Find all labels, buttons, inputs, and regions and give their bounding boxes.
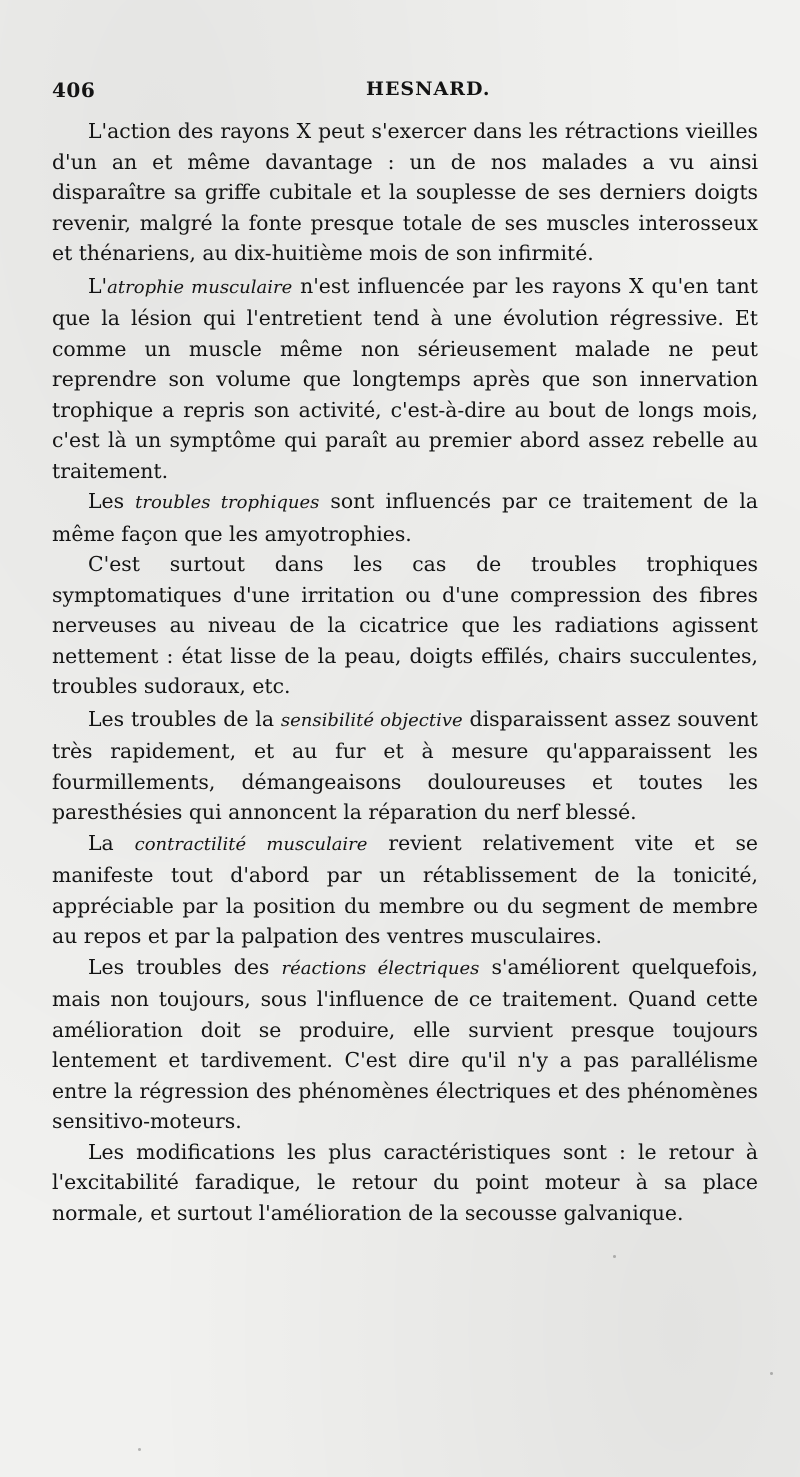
paragraph-sensibilite-objective: Les troubles de la sensibilité objective disparaissent assez souvent très rapidement, et au fur et à mesure qu'apparaissent les fourmillements, démangeaisons douloureuses et toutes les paresthésies qui annoncent la réparation du nerf blessé.	[52, 706, 758, 824]
page-number: 406	[52, 78, 96, 102]
paper-speck	[770, 1372, 773, 1375]
paper-speck	[613, 1255, 616, 1258]
paragraph-retractions: L'action des rayons X peut s'exercer dans les rétractions vieilles d'un an et même davantage : un de nos malades a vu ainsi disparaître sa griffe cubitale et la souplesse de ses derniers doigts revenir, malgré la fonte presque totale de ses muscles interosseux et thénariens, au dix-huitième mois de son infirmité.	[52, 119, 758, 265]
paragraph-atrophie-musculaire: L'atrophie musculaire n'est influencée par les rayons X qu'en tant que la lésion qui l'entretient tend à une évolution régressive. Et comme un muscle même non sérieusement malade ne peut reprendre son volume que longtemps après que son innervation trophique a repris son activité, c'est-à-dire au bout de longs mois, c'est là un symptôme qui paraît au premier abord assez rebelle au traitement.	[52, 273, 758, 483]
paragraph-reactions-electriques: Les troubles des réactions électriques s'améliorent quelquefois, mais non toujours, sous l'influence de ce traitement. Quand cette amélioration doit se produire, elle survient presque toujours lentement et tardivement. C'est dire qu'il n'y a pas parallélisme entre la régression des phénomènes électriques et des phénomènes sensitivo-moteurs.	[52, 954, 758, 1133]
paragraph-contractilite-musculaire: La contractilité musculaire revient relativement vite et se manifeste tout d'abord par un rétablissement de la tonicité, appréciable par la position du membre ou du segment de membre au repos et par la palpation des ventres musculaires.	[52, 830, 758, 948]
paragraph-modifications: Les modifications les plus caractéristiques sont : le retour à l'excitabilité faradique, le retour du point moteur à sa place normale, et surtout l'amélioration de la secousse galvanique.	[52, 1139, 758, 1225]
paragraph-troubles-symptomatiques: C'est surtout dans les cas de troubles trophiques symptomatiques d'une irritation ou d'une compression des fibres nerveuses au niveau de la cicatrice que les radiations agissent nettement : état lisse de la peau, doigts effilés, chairs succulentes, troubles sudoraux, etc.	[52, 552, 758, 698]
page-header	[52, 78, 752, 108]
running-head: HESNARD.	[366, 78, 491, 100]
body-text	[52, 116, 758, 1230]
paragraph-troubles-trophiques: Les troubles trophiques sont influencés par ce traitement de la même façon que les amyotrophies.	[52, 489, 759, 546]
paper-speck	[138, 1448, 141, 1451]
